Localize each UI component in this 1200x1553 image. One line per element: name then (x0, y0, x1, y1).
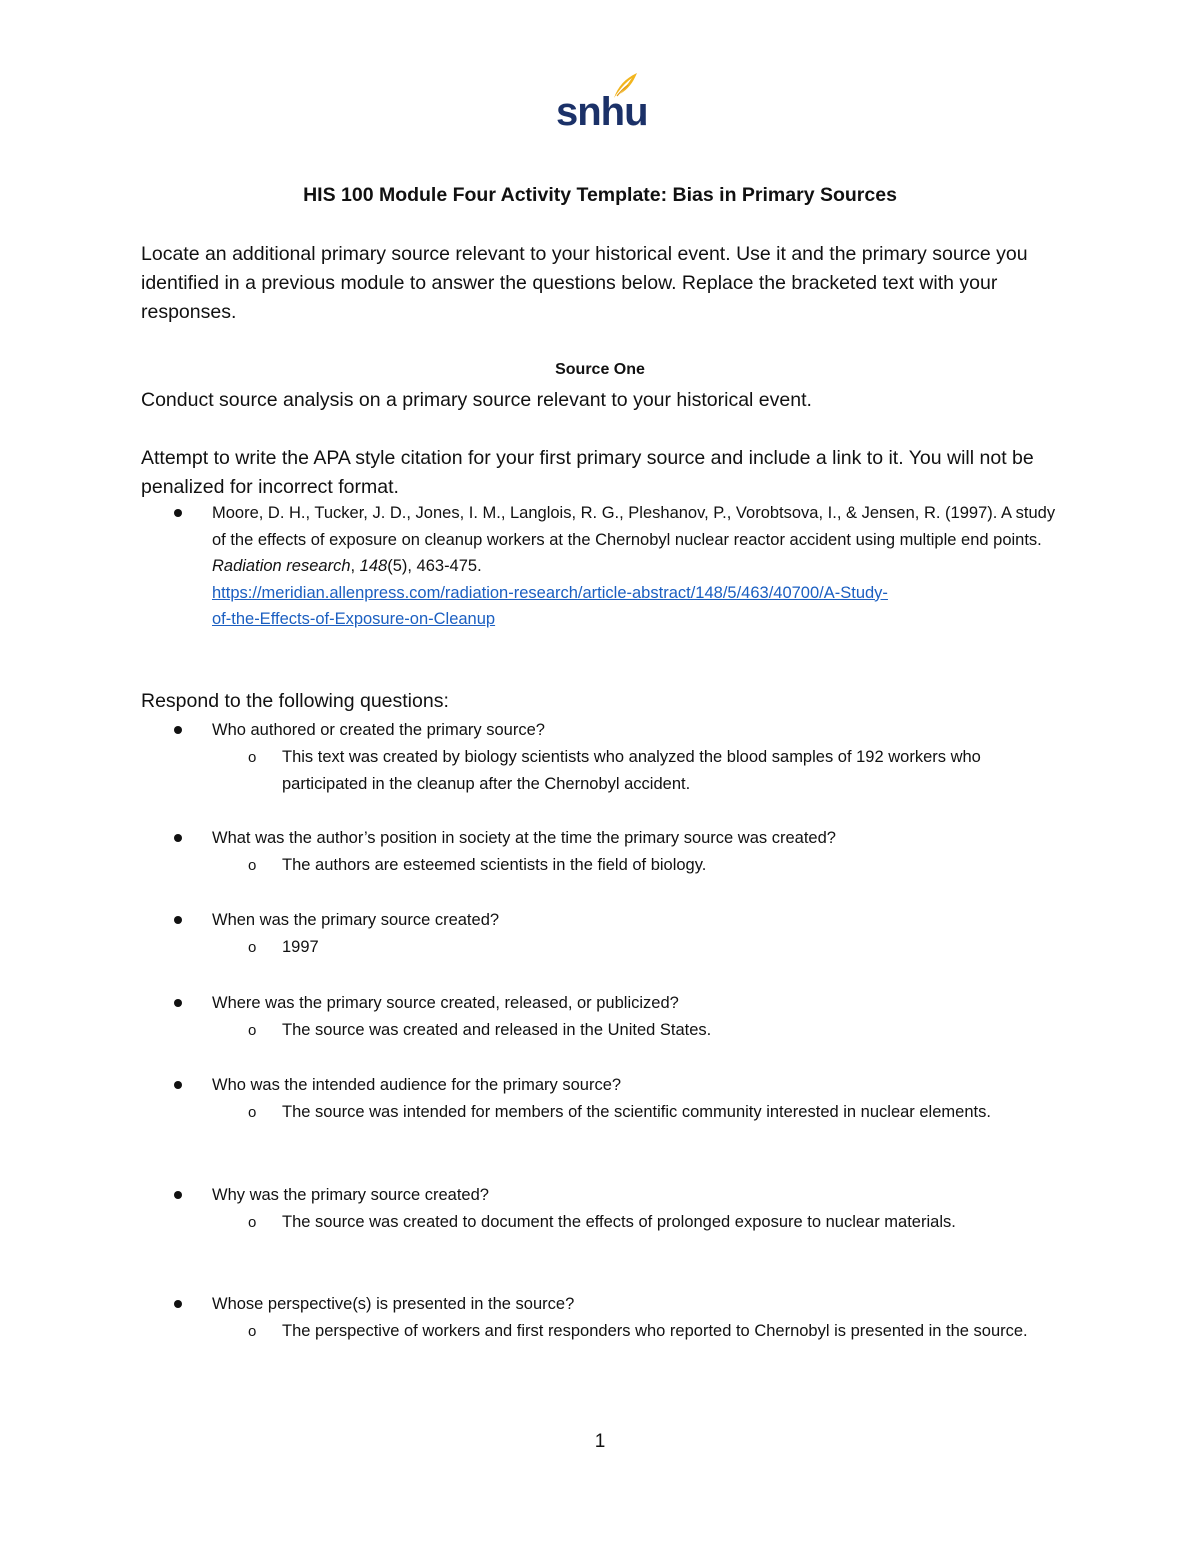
bullet-dot (174, 1300, 182, 1308)
citation-sep: , (350, 557, 360, 575)
citation-link-line1[interactable]: https://meridian.allenpress.com/radiation-research/article-abstract/148/5/463/40700/A-Study- (212, 583, 888, 602)
question-text: Where was the primary source created, released, or publicized? (212, 994, 679, 1012)
document-title: HIS 100 Module Four Activity Template: Bias in Primary Sources (303, 184, 897, 206)
answer-text: The authors are esteemed scientists in the field of biology. (282, 856, 707, 874)
citation-text (212, 500, 1062, 633)
question-text: Who authored or created the primary source? (212, 721, 545, 739)
question-text: Who was the intended audience for the primary source? (212, 1076, 622, 1094)
source-description: Conduct source analysis on a primary source relevant to your historical event. (141, 389, 812, 411)
bullet-dot (174, 999, 182, 1007)
bullet-dot (174, 916, 182, 924)
bullet-dot (174, 509, 182, 517)
sub-bullet-marker: o (248, 1214, 257, 1231)
citation-link-line2[interactable]: of-the-Effects-of-Exposure-on-Cleanup (212, 610, 496, 628)
answer-text: The source was intended for members of the scientific community interested in nuclear elements. (282, 1103, 991, 1121)
bullet-dot (174, 1191, 182, 1199)
respond-heading: Respond to the following questions: (141, 690, 449, 712)
citation-prompt: Attempt to write the APA style citation for your first primary source and include a link to it. You will not be penalized for incorrect format. (141, 447, 1034, 498)
bullet-dot (174, 1081, 182, 1089)
question-text: Whose perspective(s) is presented in the source? (212, 1295, 575, 1313)
question-text: What was the author’s position in society at the time the primary source was created? (212, 829, 836, 847)
answer-text: The perspective of workers and first responders who reported to Chernobyl is presented in the source. (282, 1322, 1028, 1340)
question-text: When was the primary source created? (212, 911, 500, 929)
sub-bullet-marker: o (248, 939, 257, 956)
sub-bullet-marker: o (248, 1323, 257, 1340)
citation-pages: (5), 463-475. (387, 557, 482, 575)
snhu-logo (556, 72, 648, 134)
sub-bullet-marker: o (248, 1022, 257, 1039)
citation-journal: Radiation research (212, 557, 351, 575)
bullet-dot (174, 834, 182, 842)
answer-text: This text was created by biology scientists who analyzed the blood samples of 192 workers who participated in the cleanup after the Chernobyl accident. (282, 748, 981, 793)
citation-authors-title: Moore, D. H., Tucker, J. D., Jones, I. M., Langlois, R. G., Pleshanov, P., Vorobtsova, I., & Jensen, R. (1997). A study of the effects of exposure on cleanup workers at the Chernobyl nuclear reactor accident using multiple end points. (212, 504, 1056, 549)
bullet-dot (174, 726, 182, 734)
source-one-heading: Source One (555, 361, 645, 378)
answer-text: 1997 (282, 938, 319, 956)
sub-bullet-marker: o (248, 857, 257, 874)
answer-text: The source was created and released in the United States. (282, 1021, 712, 1039)
sub-bullet-marker: o (248, 1104, 257, 1121)
answer-text: The source was created to document the effects of prolonged exposure to nuclear materials. (282, 1213, 956, 1231)
logo-wordmark: snhu (556, 90, 648, 134)
question-text: Why was the primary source created? (212, 1186, 489, 1204)
page-number: 1 (594, 1431, 606, 1452)
intro-paragraph: Locate an additional primary source relevant to your historical event. Use it and the primary source you identified in a previous module to answer the questions below. Replace the bracketed text with your responses. (141, 243, 1028, 323)
citation-volume: 148 (359, 557, 388, 575)
sub-bullet-marker: o (248, 749, 257, 766)
